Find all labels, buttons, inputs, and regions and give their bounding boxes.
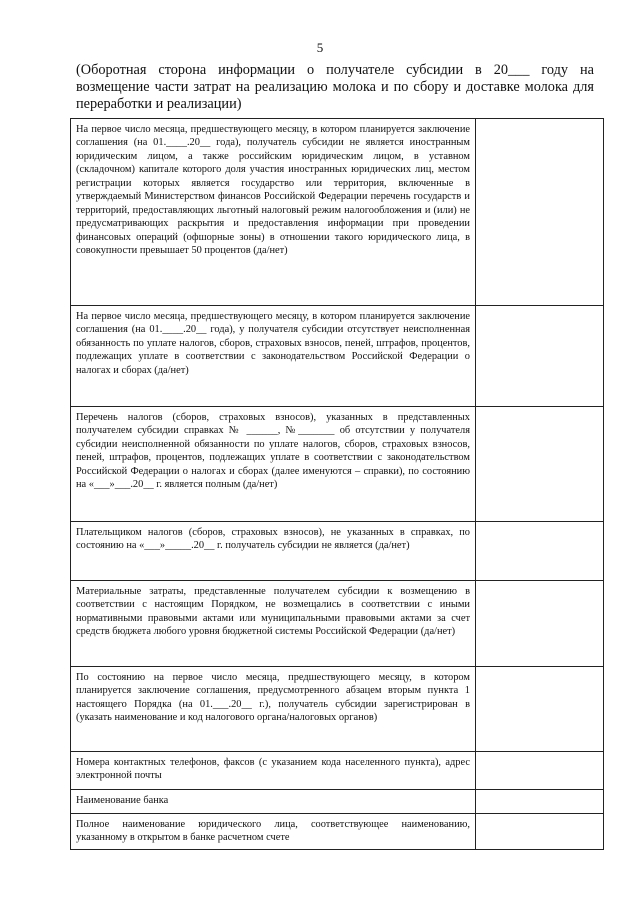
table-row xyxy=(71,306,604,407)
answer-cell[interactable] xyxy=(476,790,604,814)
table-row xyxy=(71,119,604,306)
form-heading: (Оборотная сторона информации о получателе субсидии в 20___ году на возмещение части затрат на реализацию молока и по сбору и доставке молока для переработки и реализации) xyxy=(76,62,594,112)
answer-cell[interactable] xyxy=(476,581,604,667)
question-cell: Плательщиком налогов (сборов, страховых взносов), не указанных в справках, по состоянию на «___»_____.20__ г. получатель субсидии не является (да/нет) xyxy=(71,522,476,581)
question-cell: Полное наименование юридического лица, соответствующее наименованию, указанному в открытом в банке расчетном счете xyxy=(71,814,476,850)
table-row xyxy=(71,581,604,667)
question-cell: На первое число месяца, предшествующего месяцу, в котором планируется заключение соглашения (на 01.____.20__ года), получатель субсидии не является иностранным юридическим лицом, а также российским юридическим лицом, в уставном (складочном) капитале которого доля участия иностранных юридических лиц, местом регистрации которых является государство или территория, включенные в утверждаемый Министерством финансов Российской Федерации перечень государств и территорий, предоставляющих льготный налоговый режим налогообложения и (или) не предусматривающих раскрытия и предоставления информации при проведении финансовых операций (офшорные зоны) в отношении такого юридического лица, в совокупности превышает 50 процентов (да/нет) xyxy=(71,119,476,306)
question-cell: Наименование банка xyxy=(71,790,476,814)
question-cell: Перечень налогов (сборов, страховых взносов), указанных в представленных получателем субсидии справках № ______, №_______ об отсутствии у получателя субсидии неисполненной обязанности по уплате налогов, сборов, страховых взносов, пеней, штрафов, процентов, подлежащих уплате в соответствии с законодательством Российской Федерации о налогах и сборах (далее именуются – справки), по состоянию на «___»___.20__ г. является полным (да/нет) xyxy=(71,407,476,522)
question-cell: Номера контактных телефонов, факсов (с указанием кода населенного пункта), адрес электронной почты xyxy=(71,752,476,790)
answer-cell[interactable] xyxy=(476,752,604,790)
question-cell: Материальные затраты, представленные получателем субсидии к возмещению в соответствии с настоящим Порядком, не возмещались в соответствии с иными нормативными правовыми актами или муниципальными правовыми актами за счет средств бюджета любого уровня бюджетной системы Российской Федерации (да/нет) xyxy=(71,581,476,667)
question-cell: На первое число месяца, предшествующего месяцу, в котором планируется заключение соглашения (на 01.____.20__ года), у получателя субсидии отсутствует неисполненная обязанность по уплате налогов, сборов, страховых взносов, пеней, штрафов, процентов, подлежащих уплате в соответствии с законодательством Российской Федерации о налогах и сборах (да/нет) xyxy=(71,306,476,407)
question-cell: По состоянию на первое число месяца, предшествующего месяцу, в котором планируется заключение соглашения, предусмотренного абзацем вторым пункта 1 настоящего Порядка (на 01.___.20__ г.), получатель субсидии зарегистрирован в (указать наименование и код налогового органа/налоговых органов) xyxy=(71,667,476,752)
table-row xyxy=(71,814,604,850)
table-row xyxy=(71,667,604,752)
scan-artifact xyxy=(300,838,334,860)
answer-cell[interactable] xyxy=(476,667,604,752)
answer-cell[interactable] xyxy=(476,119,604,306)
table-row xyxy=(71,407,604,522)
answer-cell[interactable] xyxy=(476,814,604,850)
table-row xyxy=(71,790,604,814)
page-number: 5 xyxy=(316,40,324,55)
subsidy-recipient-info-table xyxy=(70,118,604,850)
answer-cell[interactable] xyxy=(476,407,604,522)
answer-cell[interactable] xyxy=(476,522,604,581)
answer-cell[interactable] xyxy=(476,306,604,407)
table-row xyxy=(71,522,604,581)
table-row xyxy=(71,752,604,790)
